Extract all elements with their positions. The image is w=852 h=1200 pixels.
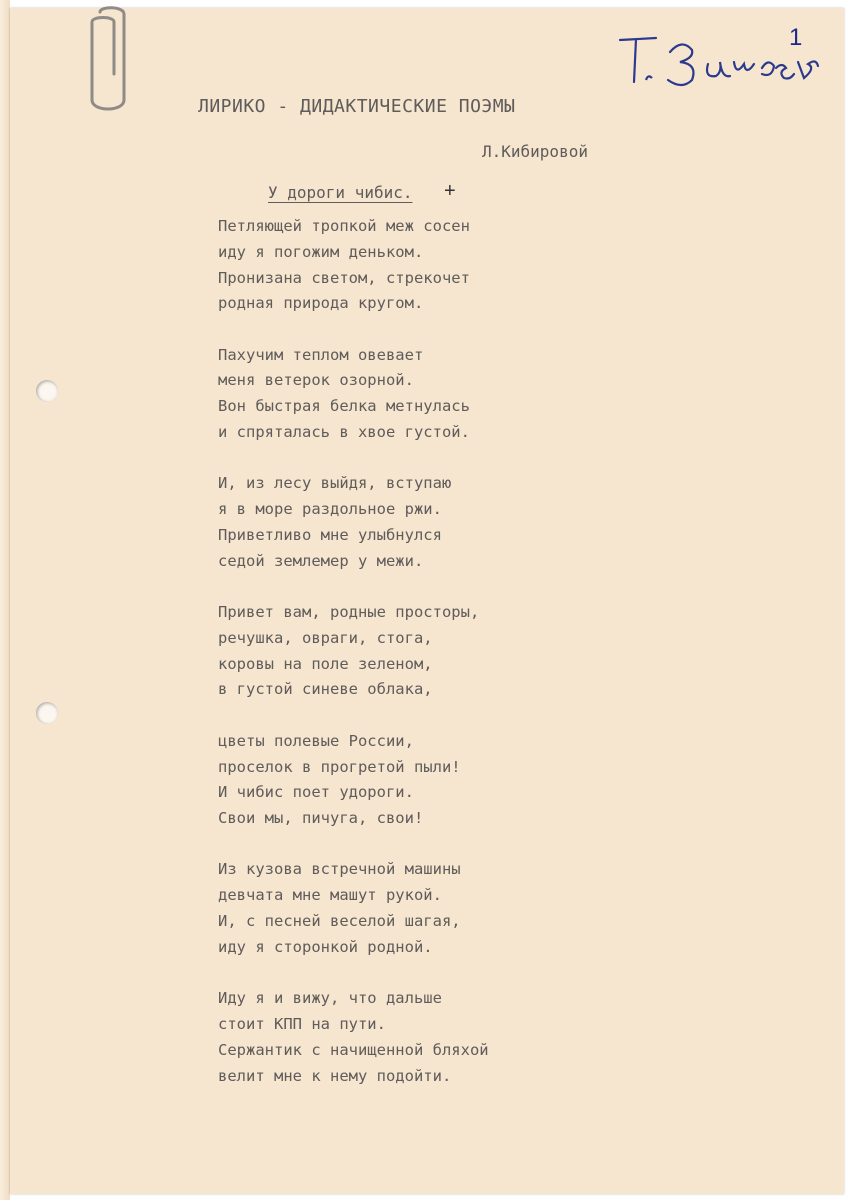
poem-line: Приветливо мне улыбнулся [218, 525, 442, 544]
poem-line: седой землемер у межи. [218, 551, 424, 570]
poem-line: проселок в прогретой пыли! [218, 757, 461, 776]
poem-line: Петляющей тропкой меж сосен [218, 217, 470, 235]
poem-line: девчата мне машут рукой. [218, 886, 442, 905]
stanza [218, 986, 548, 1089]
paperclip-icon [84, 4, 134, 116]
page-number: 1 [789, 24, 803, 51]
poem-line: цветы полевые России, [218, 731, 414, 750]
poem-line: И, с песней веселой шагая, [218, 912, 461, 931]
poem-line: стоит КПП на пути. [218, 1014, 386, 1033]
page-edge [0, 0, 10, 1200]
poem-line: иду я сторонкой родной. [218, 937, 433, 956]
poem-title: У дороги чибис. [268, 183, 413, 202]
poem-line: Вон быстрая белка метнулась [218, 397, 470, 416]
punch-hole [36, 380, 58, 402]
poem-line: Пронизана светом, стрекочет [218, 268, 470, 287]
stanza [218, 471, 548, 574]
poem-line: И чибис поет удороги. [218, 783, 414, 802]
poem-line: Свои мы, пичуга, свои! [218, 809, 424, 828]
plus-mark: + [444, 180, 456, 202]
poem-line: И, из лесу выйдя, вступаю [218, 474, 452, 493]
poem-line: велит мне к нему подойти. [218, 1066, 452, 1085]
author-name: Л.Кибировой [482, 142, 588, 161]
poem-line: и спряталась в хвое густой. [218, 423, 470, 442]
poem-line: Сержантик с начищенной бляхой [218, 1040, 489, 1059]
poem-line: Привет вам, родные просторы, [218, 603, 480, 622]
poem-body [218, 214, 548, 1115]
punch-hole [36, 702, 58, 724]
stanza [218, 857, 548, 960]
stanza [218, 343, 548, 446]
stanza [218, 214, 548, 317]
document-heading: ЛИРИКО - ДИДАКТИЧЕСКИЕ ПОЭМЫ [198, 96, 516, 117]
poem-line: я в море раздольное ржи. [218, 500, 442, 519]
poem-line: коровы на поле зеленом, [218, 654, 433, 673]
stanza [218, 729, 548, 832]
stanza [218, 600, 548, 703]
poem-line: меня ветерок озорной. [218, 371, 414, 390]
poem-line: в густой синеве облака, [218, 680, 433, 699]
poem-line: родная природа кругом. [218, 294, 424, 313]
poem-line: Из кузова встречной машины [218, 860, 461, 879]
poem-line: речушка, овраги, стога, [218, 628, 433, 647]
poem-line: Пахучим теплом овевает [218, 345, 424, 364]
poem-line: иду я погожим деньком. [218, 242, 424, 261]
poem-line: Иду я и вижу, что дальше [218, 989, 442, 1008]
